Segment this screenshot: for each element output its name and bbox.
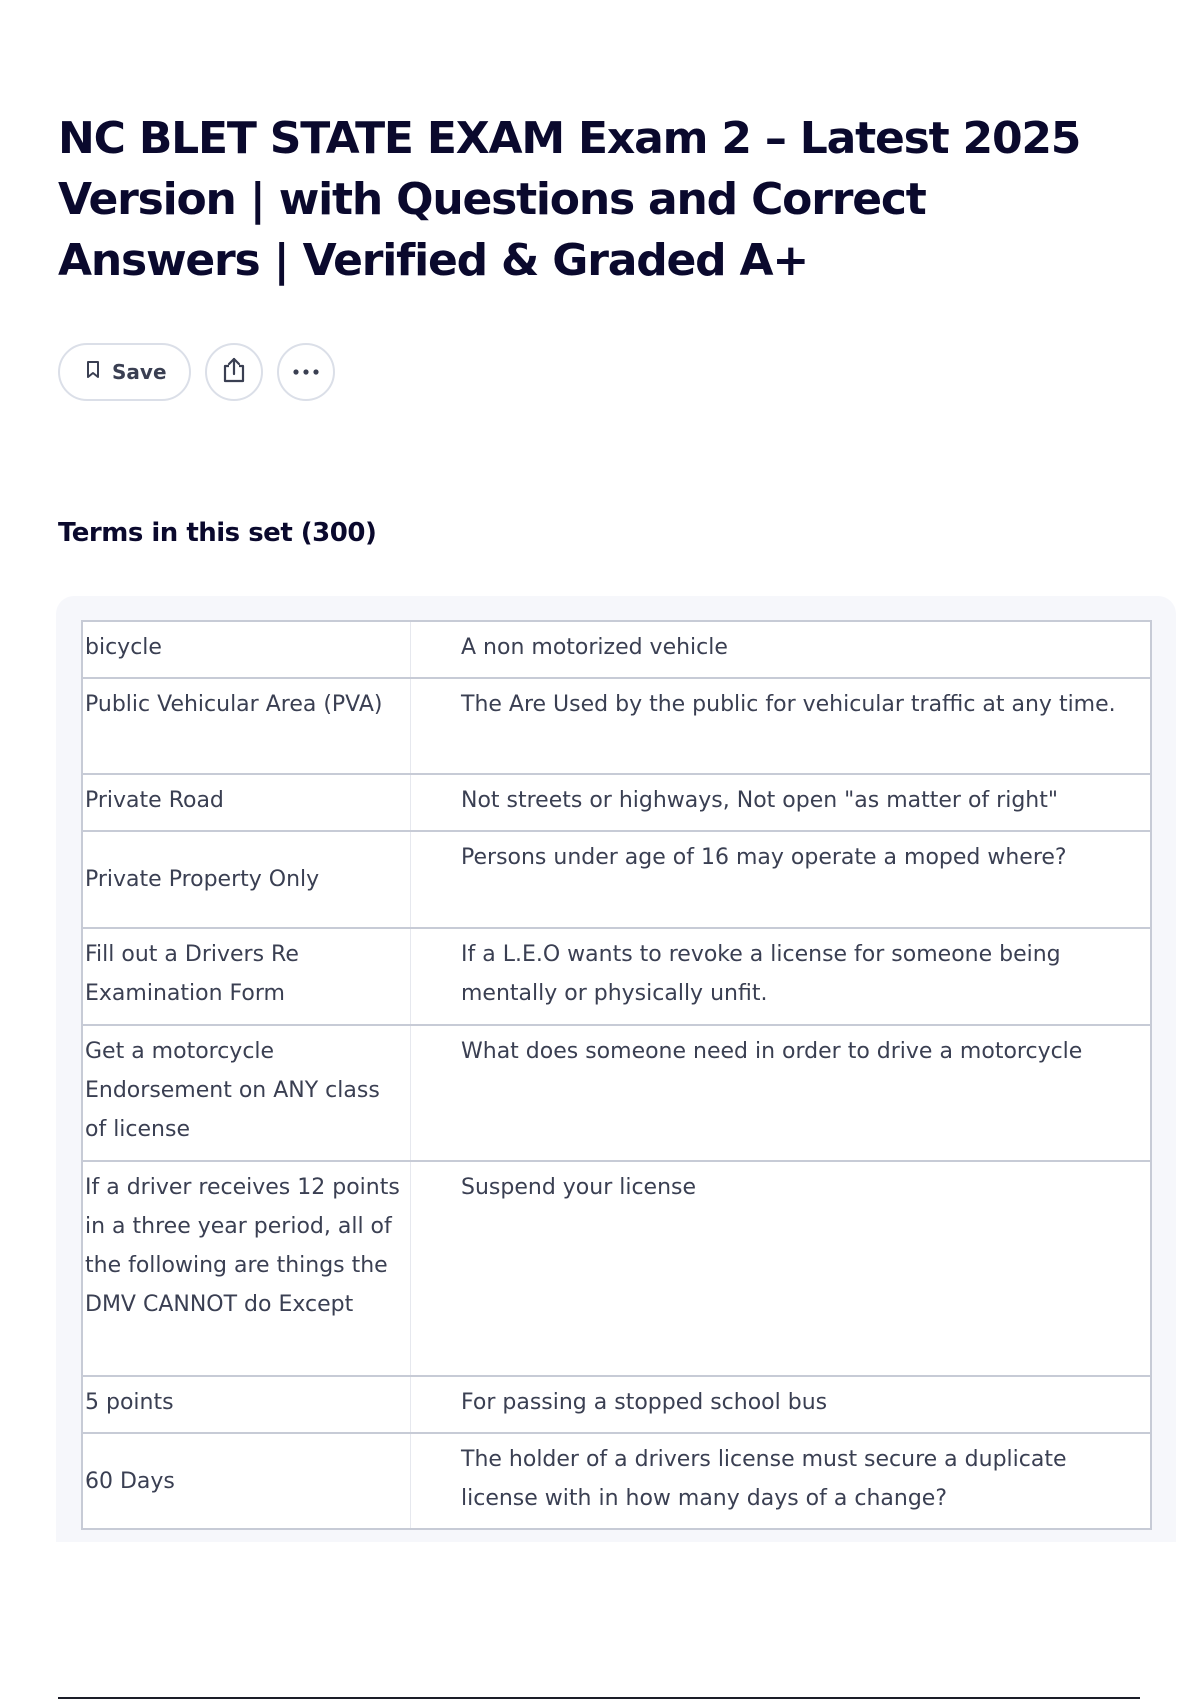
definition-text: Suspend your license: [461, 1175, 697, 1200]
term-cell: [82, 678, 411, 774]
table-row: [82, 1433, 1151, 1529]
definition-cell: [411, 831, 1152, 928]
term-cell: [82, 774, 411, 831]
term-cell: [82, 1025, 411, 1161]
term-cell: [82, 831, 411, 928]
definition-cell: [411, 678, 1152, 774]
definition-text: Not streets or highways, Not open "as matter of right": [461, 788, 1058, 813]
table-row: [82, 831, 1151, 928]
definition-cell: [411, 928, 1152, 1025]
term-text: Fill out a Drivers Re Examination Form: [85, 942, 299, 1006]
page-divider: [58, 1697, 1140, 1699]
definition-text: The Are Used by the public for vehicular traffic at any time.: [461, 692, 1116, 717]
term-cell: [82, 621, 411, 678]
more-options-icon: [292, 363, 320, 381]
term-text: bicycle: [85, 635, 162, 660]
term-cell: [82, 1433, 411, 1529]
definition-cell: [411, 774, 1152, 831]
definition-text: For passing a stopped school bus: [461, 1390, 828, 1415]
table-row: [82, 1025, 1151, 1161]
save-label: Save: [112, 360, 167, 384]
definition-cell: [411, 1433, 1152, 1529]
page-title: NC BLET STATE EXAM Exam 2 – Latest 2025 Version | with Questions and Correct Answers | Verified & Graded A+: [58, 113, 1081, 286]
definition-cell: [411, 1161, 1152, 1376]
action-toolbar: [58, 343, 349, 401]
save-button[interactable]: [58, 343, 191, 401]
term-text: Get a motorcycle Endorsement on ANY class of license: [85, 1039, 380, 1142]
term-text: 5 points: [85, 1390, 174, 1415]
share-button[interactable]: [205, 343, 263, 401]
share-icon: [221, 356, 247, 389]
definition-cell: [411, 1376, 1152, 1433]
term-text: Private Property Only: [85, 867, 320, 892]
definition-text: A non motorized vehicle: [461, 635, 728, 660]
table-row: [82, 928, 1151, 1025]
definition-text: The holder of a drivers license must secure a duplicate license with in how many days of a change?: [461, 1447, 1067, 1511]
definition-cell: [411, 1025, 1152, 1161]
definition-text: Persons under age of 16 may operate a moped where?: [461, 845, 1067, 870]
term-cell: [82, 1161, 411, 1376]
bookmark-icon: [86, 360, 100, 384]
term-text: 60 Days: [85, 1468, 175, 1494]
table-row: [82, 1376, 1151, 1433]
definition-text: What does someone need in order to drive a motorcycle: [461, 1039, 1083, 1064]
table-row: [82, 621, 1151, 678]
terms-table: [81, 620, 1152, 1530]
table-row: [82, 774, 1151, 831]
terms-heading: Terms in this set (300): [58, 518, 377, 548]
definition-text: If a L.E.O wants to revoke a license for someone being mentally or physically unfit.: [461, 942, 1061, 1006]
term-text: Private Road: [85, 788, 224, 813]
term-cell: [82, 1376, 411, 1433]
table-row: [82, 678, 1151, 774]
table-row: [82, 1161, 1151, 1376]
term-cell: [82, 928, 411, 1025]
definition-cell: [411, 621, 1152, 678]
term-text: If a driver receives 12 points in a three year period, all of the following are things the DMV CANNOT do Except: [85, 1175, 400, 1317]
term-text: Public Vehicular Area (PVA): [85, 692, 383, 717]
more-options-button[interactable]: [277, 343, 335, 401]
